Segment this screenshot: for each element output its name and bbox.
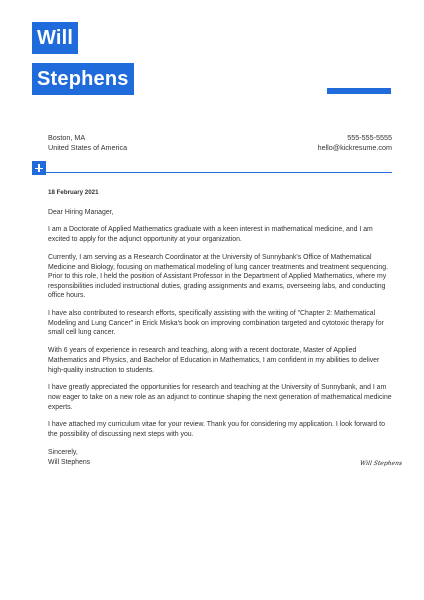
last-name-banner: Stephens xyxy=(32,63,134,95)
accent-bar xyxy=(327,88,391,94)
paragraph-5: I have greatly appreciated the opportunities for research and teaching at the University of Sunnybank, and I am now eager to take on a new role as an adjunct to continue shaping the next generation of mathematical medicine experts. xyxy=(48,384,392,411)
sender-name: Will Stephens xyxy=(48,458,91,466)
plus-icon xyxy=(32,161,46,175)
paragraph-6: I have attached my curriculum vitae for your review. Thank you for considering my application. I look forward to the possibility of discussing next steps with you. xyxy=(48,421,385,439)
greeting: Dear Hiring Manager, xyxy=(48,208,114,216)
letter-date: 18 February 2021 xyxy=(48,189,99,196)
signature: Will Stephens xyxy=(359,460,403,467)
paragraph-2: Currently, I am serving as a Research Coordinator at the University of Sunnybank's Office of Mathematical Medicine and Biology, focusing on mathematical modeling of lung cancer treatments and treatment sequencing. Prior to this role, I held the position of Assistant Professor in the Department of Applied Mathematics, where my responsibilities included instructional duties, grading assignments and exams, overseeing labs, and conducting office hours. xyxy=(48,253,389,300)
email: hello@kickresume.com xyxy=(317,143,392,152)
letter-body xyxy=(48,188,393,467)
address-block xyxy=(48,133,127,153)
city: Boston, MA xyxy=(48,133,86,142)
paragraph-4: With 6 years of experience in research and teaching, along with a recent doctorate, Master of Applied Mathematics and Physics, and Bachelor of Education in Mathematics, I am confident in my abilities to deliver high-quality instruction to students. xyxy=(48,347,380,374)
phone: 555-555-5555 xyxy=(347,133,392,142)
closing: Sincerely, xyxy=(48,448,78,456)
country: United States of America xyxy=(48,143,128,152)
first-name-banner: Will xyxy=(32,22,78,54)
section-divider xyxy=(32,172,392,173)
paragraph-1: I am a Doctorate of Applied Mathematics graduate with a keen interest in mathematical medicine, and I am excited to apply for the adjunct opportunity at your organization. xyxy=(48,226,373,244)
paragraph-3: I have also contributed to research efforts, specifically assisting with the writing of "Chapter 2: Mathematical Modeling and Lung Cancer" in Erick Miska's book on improving combination targeted and cytotoxic therapy for small cell lung cancer. xyxy=(48,310,384,337)
contact-block xyxy=(318,133,392,153)
